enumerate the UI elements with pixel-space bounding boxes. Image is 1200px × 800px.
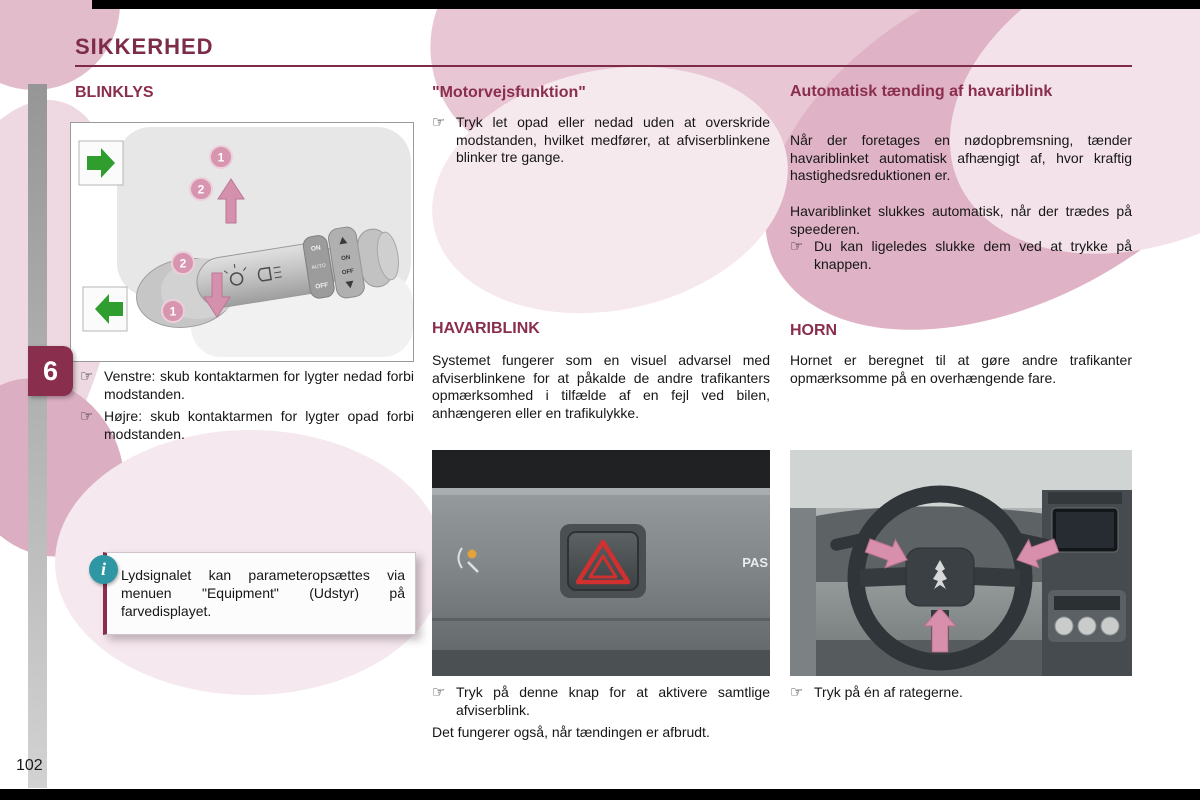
chapter-tab — [28, 346, 73, 396]
callout-1-top — [210, 146, 232, 168]
bullet-item — [432, 114, 770, 167]
climate-knob — [1078, 617, 1096, 635]
bullet-item — [80, 408, 414, 443]
stalk-svg — [71, 123, 413, 361]
bullet-item — [790, 238, 1132, 273]
stalk-label-on2: ON — [340, 254, 351, 263]
section-heading-havariblink: HAVARIBLINK — [432, 320, 540, 337]
bullet-text: Tryk let opad eller nedad uden at overskride modstanden, hvilket medfører, at afviserblinkene blinker tre gange. — [456, 114, 770, 165]
bullet-item — [432, 684, 770, 719]
svg-text:2: 2 — [179, 256, 187, 271]
svg-text:1: 1 — [217, 150, 225, 165]
chapter-sidebar-strip — [28, 84, 47, 788]
stalk-label-off2: OFF — [341, 268, 355, 277]
pointer-hand-icon: ☞ — [790, 684, 804, 701]
bullet-item — [790, 684, 1132, 702]
svg-text:2: 2 — [197, 182, 205, 197]
bullet-text: Tryk på én af rategerne. — [814, 684, 963, 700]
bullet-item — [80, 368, 414, 403]
horn-paragraph: Hornet er beregnet til at gøre andre trafikanter opmærksomme på en overhængende fare. — [790, 352, 1132, 386]
callout-2-top — [190, 178, 212, 200]
stalk-label-auto: AUTO — [311, 262, 327, 271]
page-number: 102 — [16, 757, 43, 774]
pointer-hand-icon: ☞ — [80, 408, 94, 425]
pointer-hand-icon: ☞ — [432, 114, 446, 131]
havariblink-note-paragraph: Det fungerer også, når tændingen er afbrudt. — [432, 724, 710, 740]
info-box-text: Lydsignalet kan parameteropsættes via menuen "Equipment" (Udstyr) på farvedisplayet. — [121, 567, 405, 620]
pointer-hand-icon: ☞ — [432, 684, 446, 701]
info-box — [100, 552, 416, 635]
left-turn-indicator-icon — [83, 287, 127, 331]
auto-havariblink-paragraph-2: Havariblinket slukkes automatisk, når der trædes på speederen. — [790, 203, 1132, 237]
stalk-label-off: OFF — [314, 281, 329, 291]
bullet-text: Tryk på denne knap for at aktivere samtlige afviserblink. — [456, 684, 770, 718]
bottom-black-bar — [0, 789, 1200, 800]
climate-knob — [1055, 617, 1073, 635]
pointer-hand-icon: ☞ — [790, 238, 804, 255]
hazard-warning-button — [568, 532, 638, 590]
pointer-hand-icon: ☞ — [80, 368, 94, 385]
callout-2-bottom — [172, 252, 194, 274]
climate-knob — [1101, 617, 1119, 635]
bullet-text: Du kan ligeledes slukke dem ved at trykke på knappen. — [814, 238, 1132, 272]
hazard-svg — [432, 450, 770, 676]
title-rule — [75, 65, 1132, 67]
section-heading-horn: HORN — [790, 322, 838, 339]
section-heading-motorvejsfunktion: "Motorvejsfunktion" — [432, 84, 586, 101]
havariblink-intro-paragraph: Systemet fungerer som en visuel advarsel med afviserblinkene for at påkalde de andre trafikanters opmærksomhed i tilfælde af en fejl ved bilen, anhængeren eller en trafikulykke. — [432, 352, 770, 421]
right-turn-indicator-icon — [79, 141, 123, 185]
auto-havariblink-paragraph-1: Når der foretages en nødopbremsning, tænder havariblinket automatisk afhængigt af, hvor kraftig hastighedsreduktionen er. — [790, 132, 1132, 183]
top-black-bar — [92, 0, 1200, 9]
steering-wheel-svg — [790, 450, 1132, 676]
info-icon: i — [89, 555, 118, 584]
svg-text:1: 1 — [169, 304, 177, 319]
turn-signal-stalk-illustration — [70, 122, 414, 362]
section-heading-blinklys: BLINKLYS — [75, 84, 154, 101]
bullet-text: Venstre: skub kontaktarmen for lygter nedad forbi modstanden. — [104, 368, 414, 402]
callout-1-bottom — [162, 300, 184, 322]
page-title: SIKKERHED — [75, 34, 214, 59]
section-heading-auto-havariblink: Automatisk tænding af havariblink — [790, 83, 1053, 100]
center-console — [1042, 490, 1132, 676]
hazard-button-photo — [432, 450, 770, 676]
chapter-number: 6 — [42, 355, 59, 386]
bullet-text: Højre: skub kontaktarmen for lygter opad forbi modstanden. — [104, 408, 414, 442]
stalk-label-on: ON — [310, 244, 322, 253]
pas-label: PAS — [742, 555, 768, 570]
steering-wheel-photo — [790, 450, 1132, 676]
